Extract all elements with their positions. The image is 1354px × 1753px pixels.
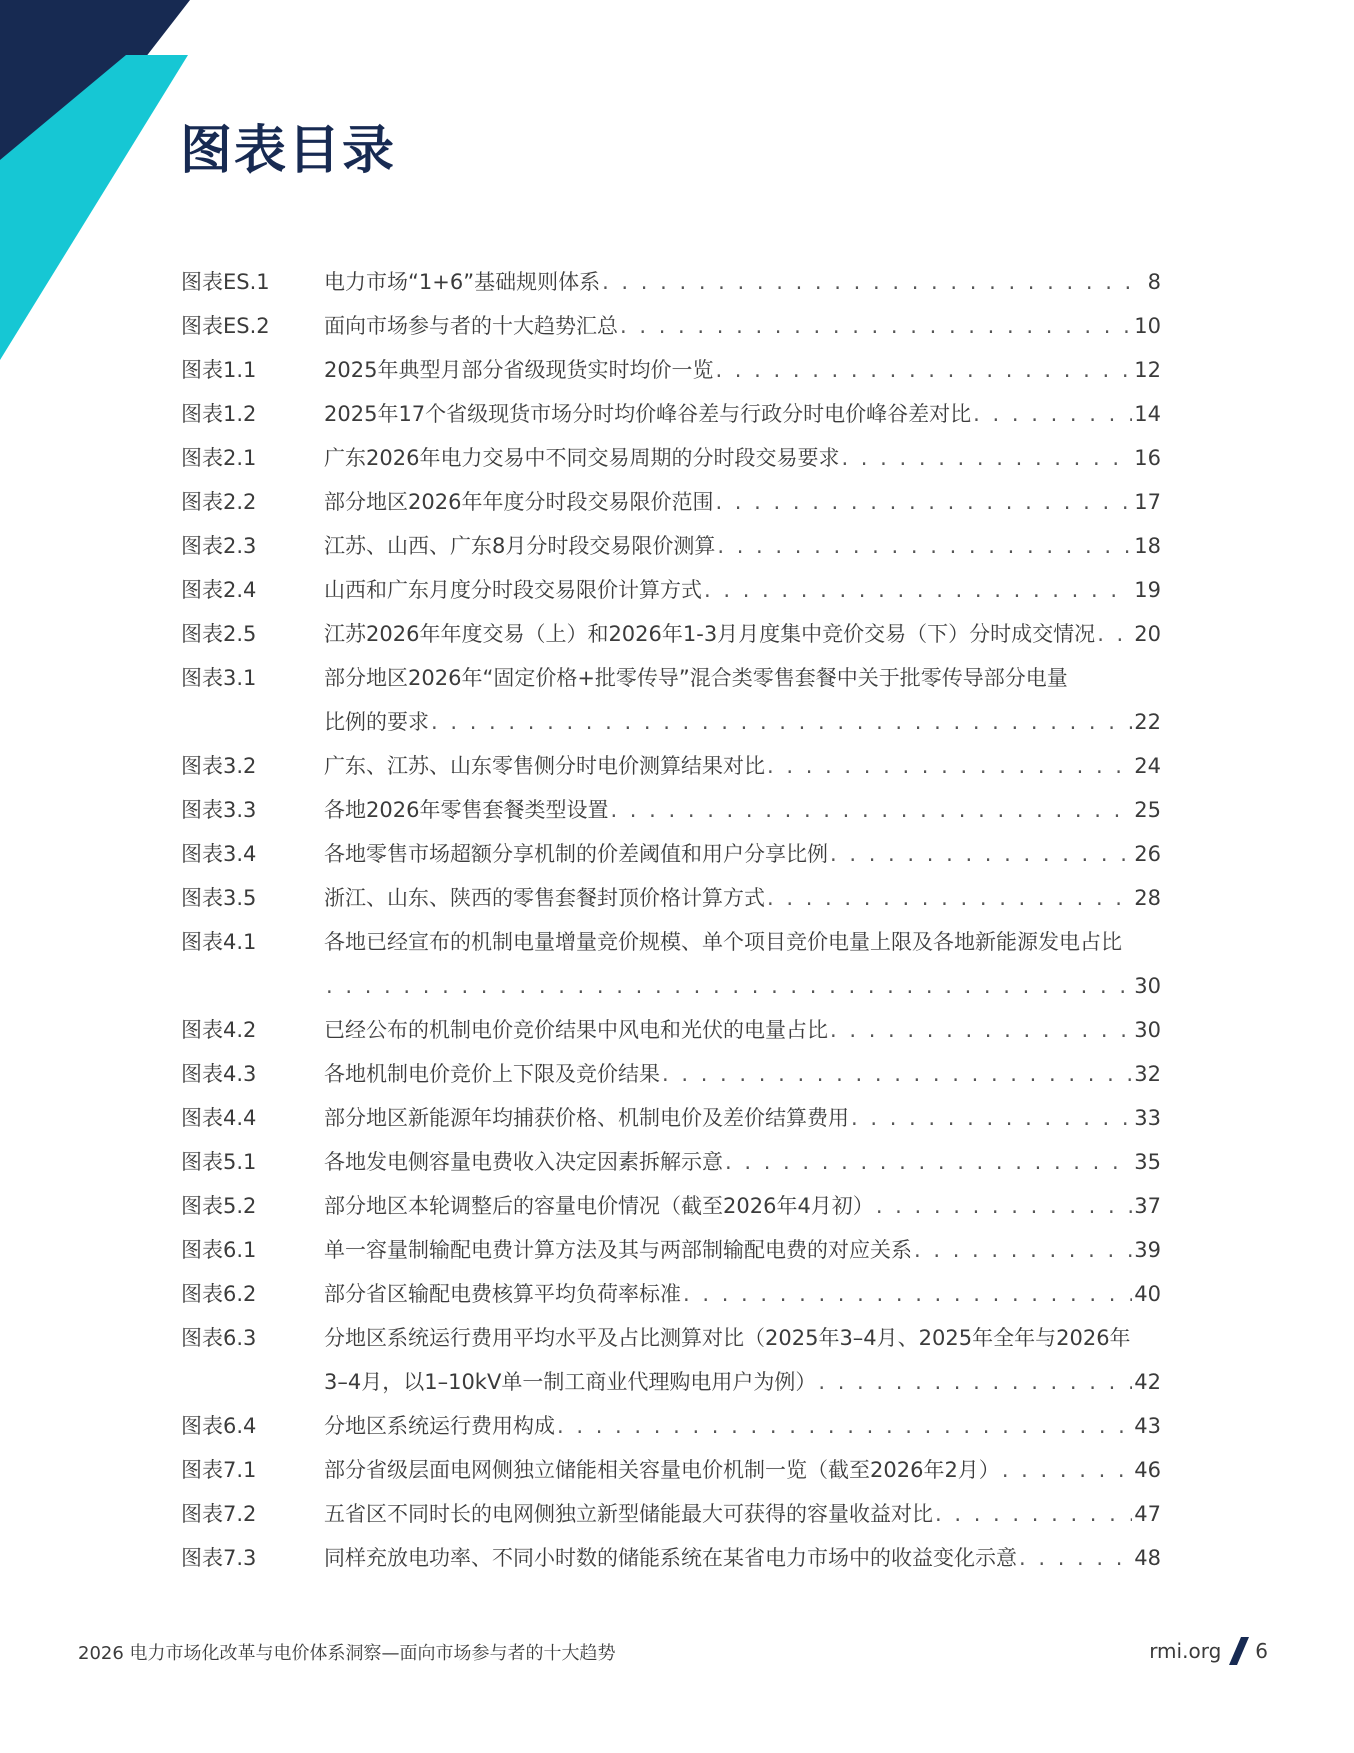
toc-entry-line <box>324 964 1161 1008</box>
toc-entry-label: 图表2.5 <box>181 622 257 646</box>
toc-entry-body <box>324 568 1161 612</box>
toc-entry-line <box>324 348 1161 392</box>
toc-entry-body <box>324 612 1161 656</box>
dot-leader <box>610 788 1132 832</box>
dot-leader <box>767 876 1132 920</box>
toc-entry[interactable] <box>181 392 1161 436</box>
toc-entry-label: 图表6.2 <box>181 1282 257 1306</box>
toc-entry-body <box>324 1052 1161 1096</box>
toc-entry[interactable] <box>181 1492 1161 1536</box>
toc-entry-title: 部分地区新能源年均捕获价格、机制电价及差价结算费用 <box>324 1106 849 1130</box>
toc-entry-label: 图表7.1 <box>181 1458 257 1482</box>
toc-entry-line <box>324 1448 1161 1492</box>
toc-entry-label: 图表4.3 <box>181 1062 257 1086</box>
toc-entry-line <box>324 1316 1161 1360</box>
toc-entry-page-number: 47 <box>1134 1502 1161 1526</box>
toc-entry-body <box>324 480 1161 524</box>
toc-entry-title: 山西和广东月度分时段交易限价计算方式 <box>324 578 702 602</box>
toc-entry-page-number: 25 <box>1134 798 1161 822</box>
toc-entry-page-number: 30 <box>1134 1018 1161 1042</box>
toc-entry[interactable] <box>181 1448 1161 1492</box>
dot-leader <box>935 1492 1132 1536</box>
toc-entry-body <box>324 1096 1161 1140</box>
toc-entry-label: 图表4.2 <box>181 1018 257 1042</box>
toc-entry-title: 同样充放电功率、不同小时数的储能系统在某省电力市场中的收益变化示意 <box>324 1546 1017 1570</box>
dot-leader <box>973 392 1132 436</box>
toc-entry-label: 图表ES.2 <box>181 314 270 338</box>
toc-entry[interactable] <box>181 920 1161 1008</box>
toc-entry-label: 图表3.4 <box>181 842 257 866</box>
toc-entry-line <box>324 612 1161 656</box>
toc-entry-title: 部分地区本轮调整后的容量电价情况（截至2026年4月初） <box>324 1194 874 1218</box>
toc-entry-page-number: 28 <box>1134 886 1161 910</box>
toc-entry-title: 3–4月，以1–10kV单一制工商业代理购电用户为例） <box>324 1370 817 1394</box>
toc-entry-line <box>324 1228 1161 1272</box>
toc-entry-label: 图表3.5 <box>181 886 257 910</box>
toc-entry-body <box>324 1140 1161 1184</box>
toc-entry[interactable] <box>181 568 1161 612</box>
toc-entry-page-number: 40 <box>1134 1282 1161 1306</box>
dot-leader <box>620 304 1132 348</box>
toc-entry-label: 图表2.4 <box>181 578 257 602</box>
toc-entry-body <box>324 1316 1161 1404</box>
dot-leader <box>602 260 1146 304</box>
toc-entry[interactable] <box>181 1272 1161 1316</box>
toc-entry[interactable] <box>181 524 1161 568</box>
toc-entry-line <box>324 1140 1161 1184</box>
toc-entry-body <box>324 1536 1161 1580</box>
toc-entry-body <box>324 1492 1161 1536</box>
toc-entry-page-number: 35 <box>1134 1150 1161 1174</box>
dot-leader <box>725 1140 1132 1184</box>
toc-entry-page-number: 12 <box>1134 358 1161 382</box>
toc-entry[interactable] <box>181 656 1161 744</box>
footer-report-title: 2026 电力市场化改革与电价体系洞察—面向市场参与者的十大趋势 <box>78 1643 616 1664</box>
toc-entry-title: 部分地区2026年年度分时段交易限价范围 <box>324 490 714 514</box>
toc-entry-body <box>324 656 1161 744</box>
toc-entry-page-number: 37 <box>1134 1194 1161 1218</box>
toc-entry[interactable] <box>181 1184 1161 1228</box>
toc-entry-label: 图表5.1 <box>181 1150 257 1174</box>
dot-leader <box>715 480 1132 524</box>
dot-leader <box>914 1228 1132 1272</box>
dot-leader <box>557 1404 1132 1448</box>
toc-entry-title: 部分省区输配电费核算平均负荷率标准 <box>324 1282 681 1306</box>
toc-entry-title: 2025年17个省级现货市场分时均价峰谷差与行政分时电价峰谷差对比 <box>324 402 972 426</box>
toc-entry-title: 已经公布的机制电价竞价结果中风电和光伏的电量占比 <box>324 1018 828 1042</box>
toc-entry-title: 比例的要求 <box>324 710 429 734</box>
toc-entry[interactable] <box>181 1096 1161 1140</box>
footer-page-number: 6 <box>1255 1639 1268 1663</box>
dot-leader <box>662 1052 1132 1096</box>
toc-entry-page-number: 30 <box>1134 974 1161 998</box>
toc-entry-page-number: 26 <box>1134 842 1161 866</box>
toc-entry-page-number: 22 <box>1134 710 1161 734</box>
toc-entry-body <box>324 348 1161 392</box>
table-of-figures <box>181 260 1161 1580</box>
toc-entry-page-number: 48 <box>1134 1546 1161 1570</box>
toc-entry[interactable] <box>181 436 1161 480</box>
toc-entry-line <box>324 1536 1161 1580</box>
toc-entry-body <box>324 1008 1161 1052</box>
toc-entry-title: 电力市场“1+6”基础规则体系 <box>324 270 601 294</box>
toc-entry-page-number: 43 <box>1134 1414 1161 1438</box>
toc-entry-title: 江苏2026年年度交易（上）和2026年1-3月月度集中竞价交易（下）分时成交情况 <box>324 622 1096 646</box>
toc-entry-page-number: 33 <box>1134 1106 1161 1130</box>
toc-entry-line <box>324 1404 1161 1448</box>
toc-entry[interactable] <box>181 1404 1161 1448</box>
toc-entry-body <box>324 1448 1161 1492</box>
toc-entry[interactable] <box>181 744 1161 788</box>
toc-entry-body <box>324 832 1161 876</box>
toc-entry-line <box>324 1492 1161 1536</box>
toc-entry-title: 各地机制电价竞价上下限及竞价结果 <box>324 1062 660 1086</box>
toc-entry-body <box>324 920 1161 1008</box>
toc-entry-line <box>324 568 1161 612</box>
toc-entry[interactable] <box>181 1140 1161 1184</box>
toc-entry[interactable] <box>181 480 1161 524</box>
toc-entry[interactable] <box>181 832 1161 876</box>
toc-entry-line <box>324 920 1161 964</box>
toc-entry-label: 图表1.2 <box>181 402 257 426</box>
toc-entry-page-number: 18 <box>1134 534 1161 558</box>
toc-entry-title: 单一容量制输配电费计算方法及其与两部制输配电费的对应关系 <box>324 1238 912 1262</box>
toc-entry-page-number: 16 <box>1134 446 1161 470</box>
toc-entry-label: 图表2.3 <box>181 534 257 558</box>
toc-entry-label: 图表5.2 <box>181 1194 257 1218</box>
toc-entry-line <box>324 524 1161 568</box>
toc-entry-body <box>324 1404 1161 1448</box>
toc-entry-body <box>324 744 1161 788</box>
dot-leader <box>841 436 1132 480</box>
toc-entry-title: 分地区系统运行费用平均水平及占比测算对比（2025年3–4月、2025年全年与2026年 <box>324 1326 1131 1350</box>
toc-entry-title: 面向市场参与者的十大趋势汇总 <box>324 314 618 338</box>
toc-entry-line <box>324 480 1161 524</box>
dot-leader <box>818 1360 1132 1404</box>
toc-entry[interactable] <box>181 1316 1161 1404</box>
dot-leader <box>767 744 1132 788</box>
toc-entry-label: 图表4.1 <box>181 930 257 954</box>
toc-entry-line <box>324 304 1161 348</box>
toc-entry-line <box>324 436 1161 480</box>
toc-entry-line <box>324 1360 1161 1404</box>
toc-entry-line <box>324 832 1161 876</box>
toc-entry-title: 部分地区2026年“固定价格+批零传导”混合类零售套餐中关于批零传导部分电量 <box>324 666 1068 690</box>
dot-leader <box>1002 1448 1132 1492</box>
dot-leader <box>683 1272 1132 1316</box>
toc-entry-label: 图表3.1 <box>181 666 257 690</box>
dot-leader <box>1097 612 1132 656</box>
toc-entry-page-number: 46 <box>1134 1458 1161 1482</box>
dot-leader <box>830 1008 1132 1052</box>
toc-entry[interactable] <box>181 348 1161 392</box>
toc-entry-line <box>324 744 1161 788</box>
toc-entry-line <box>324 656 1161 700</box>
dot-leader <box>830 832 1132 876</box>
toc-entry-body <box>324 1272 1161 1316</box>
toc-entry-label: 图表2.2 <box>181 490 257 514</box>
toc-entry-page-number: 42 <box>1134 1370 1161 1394</box>
dot-leader <box>851 1096 1132 1140</box>
toc-entry-line <box>324 392 1161 436</box>
toc-entry[interactable] <box>181 612 1161 656</box>
toc-entry-line <box>324 1096 1161 1140</box>
toc-entry-label: 图表3.3 <box>181 798 257 822</box>
toc-entry-line <box>324 1008 1161 1052</box>
toc-entry[interactable] <box>181 1536 1161 1580</box>
toc-entry-line <box>324 1184 1161 1228</box>
toc-entry-title: 各地已经宣布的机制电量增量竞价规模、单个项目竞价电量上限及各地新能源发电占比 <box>324 930 1122 954</box>
toc-entry-line <box>324 788 1161 832</box>
toc-entry-body <box>324 304 1161 348</box>
toc-entry[interactable] <box>181 1008 1161 1052</box>
dot-leader <box>717 524 1132 568</box>
page-title: 图表目录 <box>180 121 397 181</box>
toc-entry[interactable] <box>181 1228 1161 1272</box>
dot-leader <box>876 1184 1132 1228</box>
toc-entry-line <box>324 1052 1161 1096</box>
footer-right <box>1149 1637 1268 1665</box>
dot-leader <box>1019 1536 1132 1580</box>
footer-site-link[interactable]: rmi.org <box>1149 1639 1222 1663</box>
toc-entry-body <box>324 1228 1161 1272</box>
toc-entry-label: 图表7.3 <box>181 1546 257 1570</box>
toc-entry-label: 图表6.4 <box>181 1414 257 1438</box>
toc-entry-body <box>324 524 1161 568</box>
toc-entry-title: 各地发电侧容量电费收入决定因素拆解示意 <box>324 1150 723 1174</box>
toc-entry-label: 图表7.2 <box>181 1502 257 1526</box>
toc-entry-label: 图表ES.1 <box>181 270 270 294</box>
toc-entry[interactable] <box>181 260 1161 304</box>
toc-entry[interactable] <box>181 788 1161 832</box>
toc-entry-label: 图表1.1 <box>181 358 257 382</box>
dot-leader <box>326 964 1132 1008</box>
toc-entry-body <box>324 788 1161 832</box>
toc-entry-title: 2025年典型月部分省级现货实时均价一览 <box>324 358 714 382</box>
toc-entry-title: 广东2026年电力交易中不同交易周期的分时段交易要求 <box>324 446 840 470</box>
toc-entry-page-number: 39 <box>1134 1238 1161 1262</box>
toc-entry-line <box>324 260 1161 304</box>
toc-entry-line <box>324 876 1161 920</box>
dot-leader <box>715 348 1132 392</box>
toc-entry-title: 江苏、山西、广东8月分时段交易限价测算 <box>324 534 716 558</box>
toc-entry-page-number: 8 <box>1147 270 1161 294</box>
toc-entry-page-number: 32 <box>1134 1062 1161 1086</box>
toc-entry-line <box>324 700 1161 744</box>
toc-entry-body <box>324 876 1161 920</box>
toc-entry-body <box>324 436 1161 480</box>
toc-entry-title: 分地区系统运行费用构成 <box>324 1414 555 1438</box>
toc-entry-label: 图表3.2 <box>181 754 257 778</box>
toc-entry-body <box>324 260 1161 304</box>
toc-entry[interactable] <box>181 1052 1161 1096</box>
toc-entry-title: 各地2026年零售套餐类型设置 <box>324 798 609 822</box>
toc-entry-title: 广东、江苏、山东零售侧分时电价测算结果对比 <box>324 754 765 778</box>
dot-leader <box>431 700 1132 744</box>
toc-entry-page-number: 19 <box>1134 578 1161 602</box>
toc-entry-title: 各地零售市场超额分享机制的价差阈值和用户分享比例 <box>324 842 828 866</box>
toc-entry-page-number: 10 <box>1134 314 1161 338</box>
toc-entry-body <box>324 392 1161 436</box>
toc-entry-title: 浙江、山东、陕西的零售套餐封顶价格计算方式 <box>324 886 765 910</box>
toc-entry[interactable] <box>181 304 1161 348</box>
toc-entry-title: 部分省级层面电网侧独立储能相关容量电价机制一览（截至2026年2月） <box>324 1458 1000 1482</box>
toc-entry-page-number: 20 <box>1134 622 1161 646</box>
toc-entry-page-number: 24 <box>1134 754 1161 778</box>
toc-entry-page-number: 14 <box>1134 402 1161 426</box>
slash-icon <box>1229 1637 1249 1665</box>
toc-entry-label: 图表6.3 <box>181 1326 257 1350</box>
toc-entry-label: 图表2.1 <box>181 446 257 470</box>
toc-entry-page-number: 17 <box>1134 490 1161 514</box>
toc-entry-title: 五省区不同时长的电网侧独立新型储能最大可获得的容量收益对比 <box>324 1502 933 1526</box>
toc-entry-label: 图表6.1 <box>181 1238 257 1262</box>
dot-leader <box>704 568 1132 612</box>
toc-entry-line <box>324 1272 1161 1316</box>
toc-entry-body <box>324 1184 1161 1228</box>
toc-entry-label: 图表4.4 <box>181 1106 257 1130</box>
toc-entry[interactable] <box>181 876 1161 920</box>
